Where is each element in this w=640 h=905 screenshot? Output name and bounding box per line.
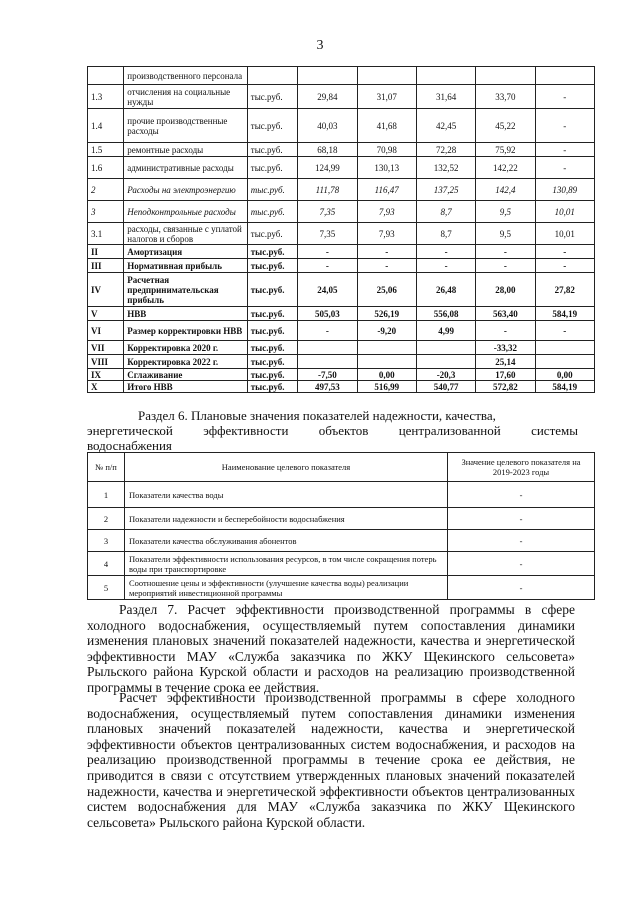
section-7-text: Раздел 7. Расчет эффективности производственной программы в сфере холодного водоснабжения, осуществляемый путем сопоставления динамики изменения плановых значений показателей надежности, качества и энергетической эффективности МАУ «Служба заказчика по ЖКУ Щекинского сельсовета» Рыльского района Курской области и расходов на реализацию производственной программы в течение срока ее действия. <box>87 602 575 695</box>
indicator-value: - <box>448 552 595 576</box>
row-value: 7,35 <box>298 223 357 245</box>
table-row <box>88 67 595 85</box>
row-number: V <box>88 307 124 321</box>
row-value: 25,14 <box>476 355 535 369</box>
row-value: -20,3 <box>416 369 475 381</box>
row-value <box>416 67 475 85</box>
row-value: 70,98 <box>357 143 416 157</box>
row-value: - <box>357 259 416 273</box>
table-row <box>88 273 595 307</box>
row-value: 7,35 <box>298 201 357 223</box>
table-row <box>88 552 595 576</box>
row-number <box>88 67 124 85</box>
row-value: 72,28 <box>416 143 475 157</box>
indicator-number: 5 <box>88 576 125 600</box>
row-unit: тыс.руб. <box>247 143 297 157</box>
table-row <box>88 482 595 508</box>
row-value: - <box>298 259 357 273</box>
row-name: прочие производственные расходы <box>124 109 248 143</box>
row-value: 31,64 <box>416 85 475 109</box>
row-value: 563,40 <box>476 307 535 321</box>
row-number: VII <box>88 341 124 355</box>
target-indicators-table <box>87 452 595 600</box>
row-value: 124,99 <box>298 157 357 179</box>
row-value <box>357 341 416 355</box>
row-number: IV <box>88 273 124 307</box>
row-value: 42,45 <box>416 109 475 143</box>
row-value: 497,53 <box>298 381 357 393</box>
row-value: 132,52 <box>416 157 475 179</box>
row-value: 68,18 <box>298 143 357 157</box>
row-value: 526,19 <box>357 307 416 321</box>
row-value <box>357 355 416 369</box>
row-number: III <box>88 259 124 273</box>
table-row <box>88 321 595 341</box>
row-unit <box>247 67 297 85</box>
indicator-value: - <box>448 576 595 600</box>
table-row <box>88 85 595 109</box>
row-unit: тыс.руб. <box>247 381 297 393</box>
indicator-name: Показатели эффективности использования ресурсов, в том числе сокращения потерь воды при транспортировке <box>125 552 448 576</box>
row-value: - <box>416 245 475 259</box>
table-header-row <box>88 453 595 482</box>
row-number: 3.1 <box>88 223 124 245</box>
row-value: - <box>535 143 594 157</box>
row-name: Неподконтрольные расходы <box>124 201 248 223</box>
row-number: X <box>88 381 124 393</box>
table-row <box>88 109 595 143</box>
row-value: 27,82 <box>535 273 594 307</box>
row-name: производственного персонала <box>124 67 248 85</box>
row-value: 9,5 <box>476 201 535 223</box>
row-unit: тыс.руб. <box>247 223 297 245</box>
row-value: 4,99 <box>416 321 475 341</box>
row-value: - <box>298 245 357 259</box>
row-value: 584,19 <box>535 381 594 393</box>
row-value <box>535 67 594 85</box>
row-value: 130,89 <box>535 179 594 201</box>
page-number: 3 <box>316 38 324 53</box>
row-value: 116,47 <box>357 179 416 201</box>
row-value: 111,78 <box>298 179 357 201</box>
row-value: 9,5 <box>476 223 535 245</box>
row-value: - <box>357 245 416 259</box>
row-name: отчисления на социальные нужды <box>124 85 248 109</box>
row-unit: тыс.руб. <box>247 179 297 201</box>
section-6-line-3: водоснабжения <box>87 438 172 453</box>
row-number: 1.5 <box>88 143 124 157</box>
table-row <box>88 259 595 273</box>
row-name: Амортизация <box>124 245 248 259</box>
row-value: 10,01 <box>535 223 594 245</box>
row-value: - <box>535 157 594 179</box>
row-value: 505,03 <box>298 307 357 321</box>
row-value: 7,93 <box>357 223 416 245</box>
row-number: 2 <box>88 179 124 201</box>
row-unit: тыс.руб. <box>247 341 297 355</box>
row-value: -7,50 <box>298 369 357 381</box>
header-name: Наименование целевого показателя <box>125 453 448 482</box>
table-row <box>88 201 595 223</box>
row-name: Размер корректировки НВВ <box>124 321 248 341</box>
row-value: 0,00 <box>535 369 594 381</box>
row-value <box>535 355 594 369</box>
table-row <box>88 157 595 179</box>
row-value <box>535 341 594 355</box>
row-value: 29,84 <box>298 85 357 109</box>
row-value: -33,32 <box>476 341 535 355</box>
row-value: - <box>535 245 594 259</box>
table-row <box>88 355 595 369</box>
table-row <box>88 369 595 381</box>
table-row <box>88 307 595 321</box>
row-value: - <box>535 321 594 341</box>
table-row <box>88 508 595 530</box>
row-value: 25,06 <box>357 273 416 307</box>
row-value: -9,20 <box>357 321 416 341</box>
row-value: 40,03 <box>298 109 357 143</box>
row-value: - <box>416 259 475 273</box>
row-unit: тыс.руб. <box>247 245 297 259</box>
indicator-value: - <box>448 482 595 508</box>
row-value <box>416 341 475 355</box>
row-number: VI <box>88 321 124 341</box>
row-number: 1.4 <box>88 109 124 143</box>
table-row <box>88 223 595 245</box>
row-value: - <box>535 259 594 273</box>
row-unit: тыс.руб. <box>247 369 297 381</box>
row-value: 8,7 <box>416 201 475 223</box>
row-value: 8,7 <box>416 223 475 245</box>
row-value: 41,68 <box>357 109 416 143</box>
row-number: II <box>88 245 124 259</box>
row-name: Итого НВВ <box>124 381 248 393</box>
row-value: 572,82 <box>476 381 535 393</box>
row-value: - <box>476 259 535 273</box>
row-number: VIII <box>88 355 124 369</box>
row-value: - <box>298 321 357 341</box>
table-row <box>88 245 595 259</box>
row-value: - <box>476 321 535 341</box>
row-value: 540,77 <box>416 381 475 393</box>
row-value: 556,08 <box>416 307 475 321</box>
row-name: расходы, связанные с уплатой налогов и сборов <box>124 223 248 245</box>
row-name: административные расходы <box>124 157 248 179</box>
row-value: - <box>535 85 594 109</box>
row-name: Корректировка 2022 г. <box>124 355 248 369</box>
row-value: 33,70 <box>476 85 535 109</box>
row-value: - <box>476 245 535 259</box>
row-value <box>476 67 535 85</box>
indicator-name: Показатели качества обслуживания абонентов <box>125 530 448 552</box>
table-row <box>88 143 595 157</box>
row-name: ремонтные расходы <box>124 143 248 157</box>
row-name: Расходы на электроэнергию <box>124 179 248 201</box>
table-row <box>88 381 595 393</box>
section-6-heading <box>87 408 578 453</box>
row-name: НВВ <box>124 307 248 321</box>
row-value: 24,05 <box>298 273 357 307</box>
indicator-value: - <box>448 530 595 552</box>
row-value: 137,25 <box>416 179 475 201</box>
row-value: 26,48 <box>416 273 475 307</box>
row-value <box>298 341 357 355</box>
row-value <box>357 67 416 85</box>
row-number: IX <box>88 369 124 381</box>
indicator-name: Соотношение цены и эффективности (улучшение качества воды) реализации мероприятий инвестиционной программы <box>125 576 448 600</box>
indicator-number: 1 <box>88 482 125 508</box>
row-unit: тыс.руб. <box>247 307 297 321</box>
indicator-value: - <box>448 508 595 530</box>
row-unit: тыс.руб. <box>247 109 297 143</box>
row-value: 75,92 <box>476 143 535 157</box>
row-value: 17,60 <box>476 369 535 381</box>
row-value: 10,01 <box>535 201 594 223</box>
row-unit: тыс.руб. <box>247 259 297 273</box>
expenses-table <box>87 66 595 393</box>
row-value: 142,22 <box>476 157 535 179</box>
header-num: № п/п <box>88 453 125 482</box>
header-value: Значение целевого показателя на 2019-2023 годы <box>448 453 595 482</box>
row-value <box>416 355 475 369</box>
row-name: Нормативная прибыль <box>124 259 248 273</box>
indicator-number: 2 <box>88 508 125 530</box>
row-name: Сглаживание <box>124 369 248 381</box>
paragraph-2: Расчет эффективности производственной программы в сфере холодного водоснабжения, осуществляемый путем сопоставления динамики изменения плановых значений показателей надежности, качества и энергетической эффективности объектов централизованных систем водоснабжения, и расходов на реализацию производственной программы в течение срока ее действия, не приводится в связи с отсутствием утвержденных плановых значений показателей надежности, качества и энергетической эффективности объектов централизованных систем водоснабжения для МАУ «Служба заказчика по ЖКУ Щекинского сельсовета» Рыльского района Курской области. <box>87 690 575 830</box>
section-6-line-2: энергетической эффективности объектов централизованной системы <box>87 423 578 438</box>
row-name: Расчетная предпринимательская прибыль <box>124 273 248 307</box>
row-number: 1.6 <box>88 157 124 179</box>
row-value <box>298 67 357 85</box>
row-value: 7,93 <box>357 201 416 223</box>
row-name: Корректировка 2020 г. <box>124 341 248 355</box>
row-value: 0,00 <box>357 369 416 381</box>
row-value: 142,4 <box>476 179 535 201</box>
section-6-line-1: Раздел 6. Плановые значения показателей надежности, качества, <box>138 408 496 423</box>
row-unit: тыс.руб. <box>247 321 297 341</box>
row-value: 130,13 <box>357 157 416 179</box>
table-row <box>88 341 595 355</box>
indicator-name: Показатели надежности и бесперебойности водоснабжения <box>125 508 448 530</box>
row-unit: тыс.руб. <box>247 85 297 109</box>
table-row <box>88 179 595 201</box>
indicator-number: 4 <box>88 552 125 576</box>
row-unit: тыс.руб. <box>247 201 297 223</box>
row-value: 31,07 <box>357 85 416 109</box>
row-unit: тыс.руб. <box>247 355 297 369</box>
row-value: 516,99 <box>357 381 416 393</box>
row-number: 3 <box>88 201 124 223</box>
indicator-number: 3 <box>88 530 125 552</box>
table-row <box>88 530 595 552</box>
row-value <box>298 355 357 369</box>
row-value: - <box>535 109 594 143</box>
row-value: 45,22 <box>476 109 535 143</box>
row-unit: тыс.руб. <box>247 273 297 307</box>
row-unit: тыс.руб. <box>247 157 297 179</box>
row-value: 584,19 <box>535 307 594 321</box>
indicator-name: Показатели качества воды <box>125 482 448 508</box>
table-row <box>88 576 595 600</box>
row-value: 28,00 <box>476 273 535 307</box>
row-number: 1.3 <box>88 85 124 109</box>
